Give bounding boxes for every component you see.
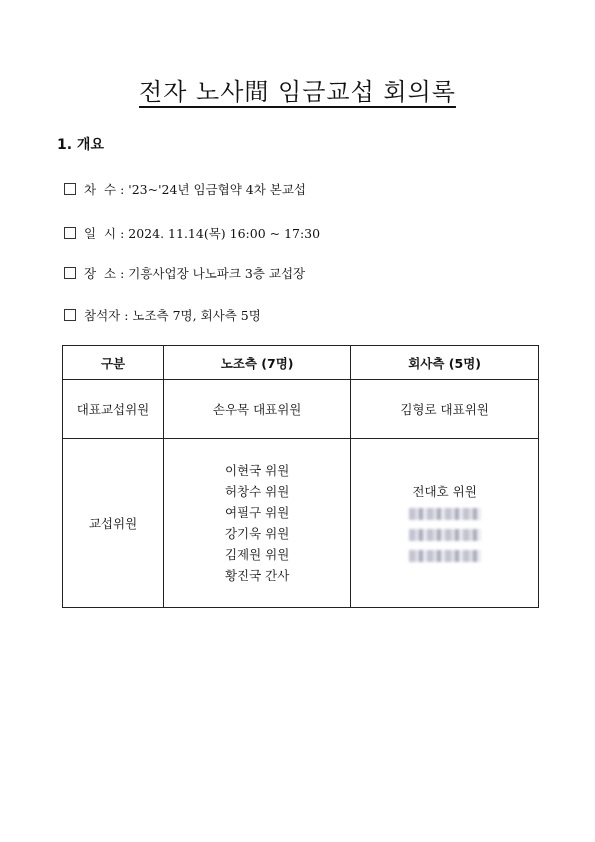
redacted-name: [409, 502, 481, 523]
list-item: 김제원 위원: [224, 547, 290, 562]
company-member-list: [409, 481, 481, 565]
company-representative: 김형로 대표위원: [351, 380, 539, 439]
document-title: 전자 노사間 임금교섭 회의록: [139, 78, 456, 106]
union-representative: 손우목 대표위원: [164, 380, 351, 439]
redacted-name: [409, 544, 481, 565]
company-members-cell: [351, 439, 539, 608]
list-item: 이현국 위원: [224, 463, 290, 478]
info-datetime: 일 시 : 2024. 11.14(목) 16:00 ~ 17:30: [64, 224, 320, 242]
checkbox-square-icon: [64, 227, 76, 239]
header-category: 구분: [63, 346, 164, 380]
header-company: 회사측 (5명): [351, 346, 539, 380]
header-union: 노조측 (7명): [164, 346, 351, 380]
union-member-list: [225, 460, 289, 586]
list-item: 강기욱 위원: [224, 526, 290, 541]
list-item: 황진국 간사: [224, 568, 290, 583]
redacted-blur: [409, 508, 481, 520]
list-item: 전대호 위원: [412, 484, 477, 499]
section-heading: 1. 개요: [57, 137, 104, 153]
attendee-table: [62, 345, 539, 608]
checkbox-square-icon: [64, 183, 76, 195]
union-members-cell: [164, 439, 351, 608]
checkbox-square-icon: [64, 309, 76, 321]
info-place: 장 소 : 기흥사업장 나노파크 3층 교섭장: [64, 264, 305, 282]
checkbox-square-icon: [64, 267, 76, 279]
redacted-blur: [409, 529, 481, 541]
row-label-representative: 대표교섭위원: [63, 380, 164, 439]
info-attendees: 참석자 : 노조측 7명, 회사측 5명: [64, 306, 261, 324]
info-session: 차 수 : '23~'24년 임금협약 4차 본교섭: [64, 180, 306, 198]
row-label-members: 교섭위원: [63, 439, 164, 608]
redacted-blur: [409, 550, 481, 562]
list-item: 허창수 위원: [224, 484, 290, 499]
list-item: 여필구 위원: [224, 505, 290, 520]
redacted-name: [409, 523, 481, 544]
